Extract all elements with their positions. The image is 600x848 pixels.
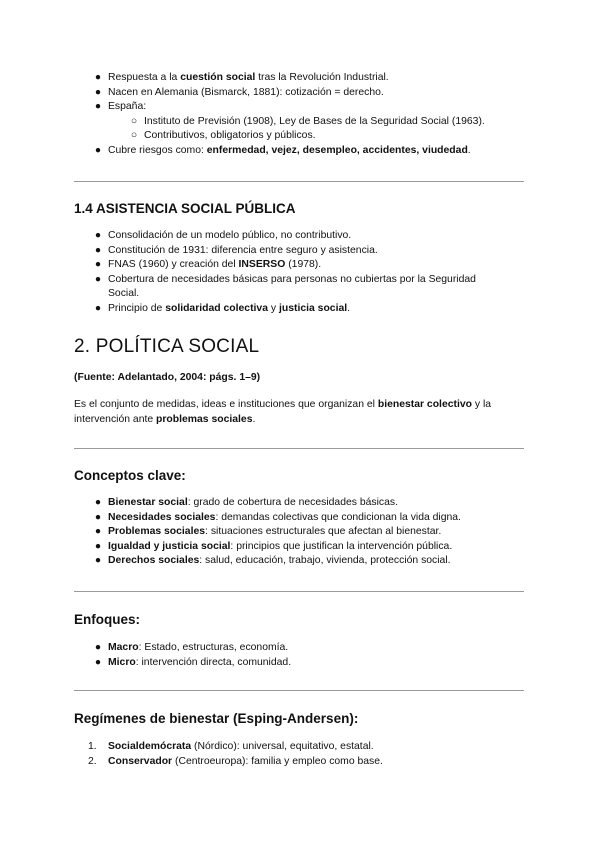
bullet-icon: ● xyxy=(94,497,102,508)
bullet-icon: ● xyxy=(94,302,102,314)
enfoques-list xyxy=(92,641,532,670)
sub-bullet-icon: ○ xyxy=(130,115,138,127)
divider xyxy=(74,591,524,592)
bullet-icon: ● xyxy=(94,101,102,113)
sublist-item: ○ Instituto de Previsión (1908), Ley de Bases de la Seguridad Social (1963). xyxy=(128,115,532,130)
chapter-heading: 2. POLÍTICA SOCIAL xyxy=(74,336,260,357)
subsection-heading: Enfoques: xyxy=(74,612,140,627)
bullet-icon: ● xyxy=(94,144,102,156)
list-item: ● Cubre riesgos como: enfermedad, vejez, desempleo, accidentes, viudedad. xyxy=(92,144,532,159)
intro-list xyxy=(92,71,532,159)
list-item: ● Cobertura de necesidades básicas para personas no cubiertas por la Seguridad Social. xyxy=(92,273,532,302)
list-number: 1. xyxy=(88,741,97,752)
bullet-icon: ● xyxy=(94,511,102,523)
spain-sublist xyxy=(128,115,532,144)
list-item: ● Igualdad y justicia social: principios que justifican la intervención pública. xyxy=(92,540,532,555)
regimenes-list xyxy=(88,740,528,769)
list-item: ● Necesidades sociales: demandas colectivas que condicionan la vida digna. xyxy=(92,511,532,526)
list-item: ● FNAS (1960) y creación del INSERSO (1978). xyxy=(92,258,532,273)
list-item: ● Derechos sociales: salud, educación, trabajo, vivienda, protección social. xyxy=(92,554,532,569)
source-citation: (Fuente: Adelantado, 2004: págs. 1–9) xyxy=(74,372,261,383)
subsection-heading: Regímenes de bienestar (Esping-Andersen): xyxy=(74,711,359,726)
list-item: 1. Socialdemócrata (Nórdico): universal, equitativo, estatal. xyxy=(88,740,528,755)
section-heading: 1.4 ASISTENCIA SOCIAL PÚBLICA xyxy=(74,201,296,216)
bullet-icon: ● xyxy=(94,540,102,552)
list-item: ● España: ○ Instituto de Previsión (1908), Ley de Bases de la Seguridad Social (1963). ○ Contributivos, obligatorios y públicos. xyxy=(92,100,532,144)
list-item: ● Bienestar social: grado de cobertura de necesidades básicas. xyxy=(92,496,532,511)
list-item: ● Macro: Estado, estructuras, economía. xyxy=(92,641,532,656)
list-item: ● Consolidación de un modelo público, no contributivo. xyxy=(92,229,532,244)
divider xyxy=(74,690,524,691)
conceptos-list xyxy=(92,496,532,569)
sublist-item: ○ Contributivos, obligatorios y públicos. xyxy=(128,129,532,144)
list-number: 2. xyxy=(88,755,97,767)
list-item: ● Principio de solidaridad colectiva y justicia social. xyxy=(92,302,532,317)
divider xyxy=(74,181,524,182)
list-item: ● Nacen en Alemania (Bismarck, 1881): cotización = derecho. xyxy=(92,86,532,101)
list-item: ● Micro: intervención directa, comunidad. xyxy=(92,656,532,671)
divider xyxy=(74,448,524,449)
list-item: 2. Conservador (Centroeuropa): familia y empleo como base. xyxy=(88,755,528,770)
sub-bullet-icon: ○ xyxy=(130,130,138,142)
bullet-icon: ● xyxy=(94,526,102,538)
list-item: ● Problemas sociales: situaciones estructurales que afectan al bienestar. xyxy=(92,525,532,540)
subsection-heading: Conceptos clave: xyxy=(74,468,186,483)
bullet-icon: ● xyxy=(94,656,102,668)
bullet-icon: ● xyxy=(94,230,102,241)
list-item: ● Constitución de 1931: diferencia entre seguro y asistencia. xyxy=(92,244,532,259)
bullet-icon: ● xyxy=(94,86,102,98)
bullet-icon: ● xyxy=(94,555,102,567)
asistencia-list xyxy=(92,229,532,317)
list-item: ● Respuesta a la cuestión social tras la Revolución Industrial. xyxy=(92,71,532,86)
bullet-icon: ● xyxy=(94,259,102,271)
bullet-icon: ● xyxy=(94,273,102,285)
bullet-icon: ● xyxy=(94,72,102,83)
bullet-icon: ● xyxy=(94,244,102,256)
definition-paragraph: Es el conjunto de medidas, ideas e instituciones que organizan el bienestar colectivo y la intervención ante problemas sociales. xyxy=(74,399,492,425)
bullet-icon: ● xyxy=(94,642,102,653)
